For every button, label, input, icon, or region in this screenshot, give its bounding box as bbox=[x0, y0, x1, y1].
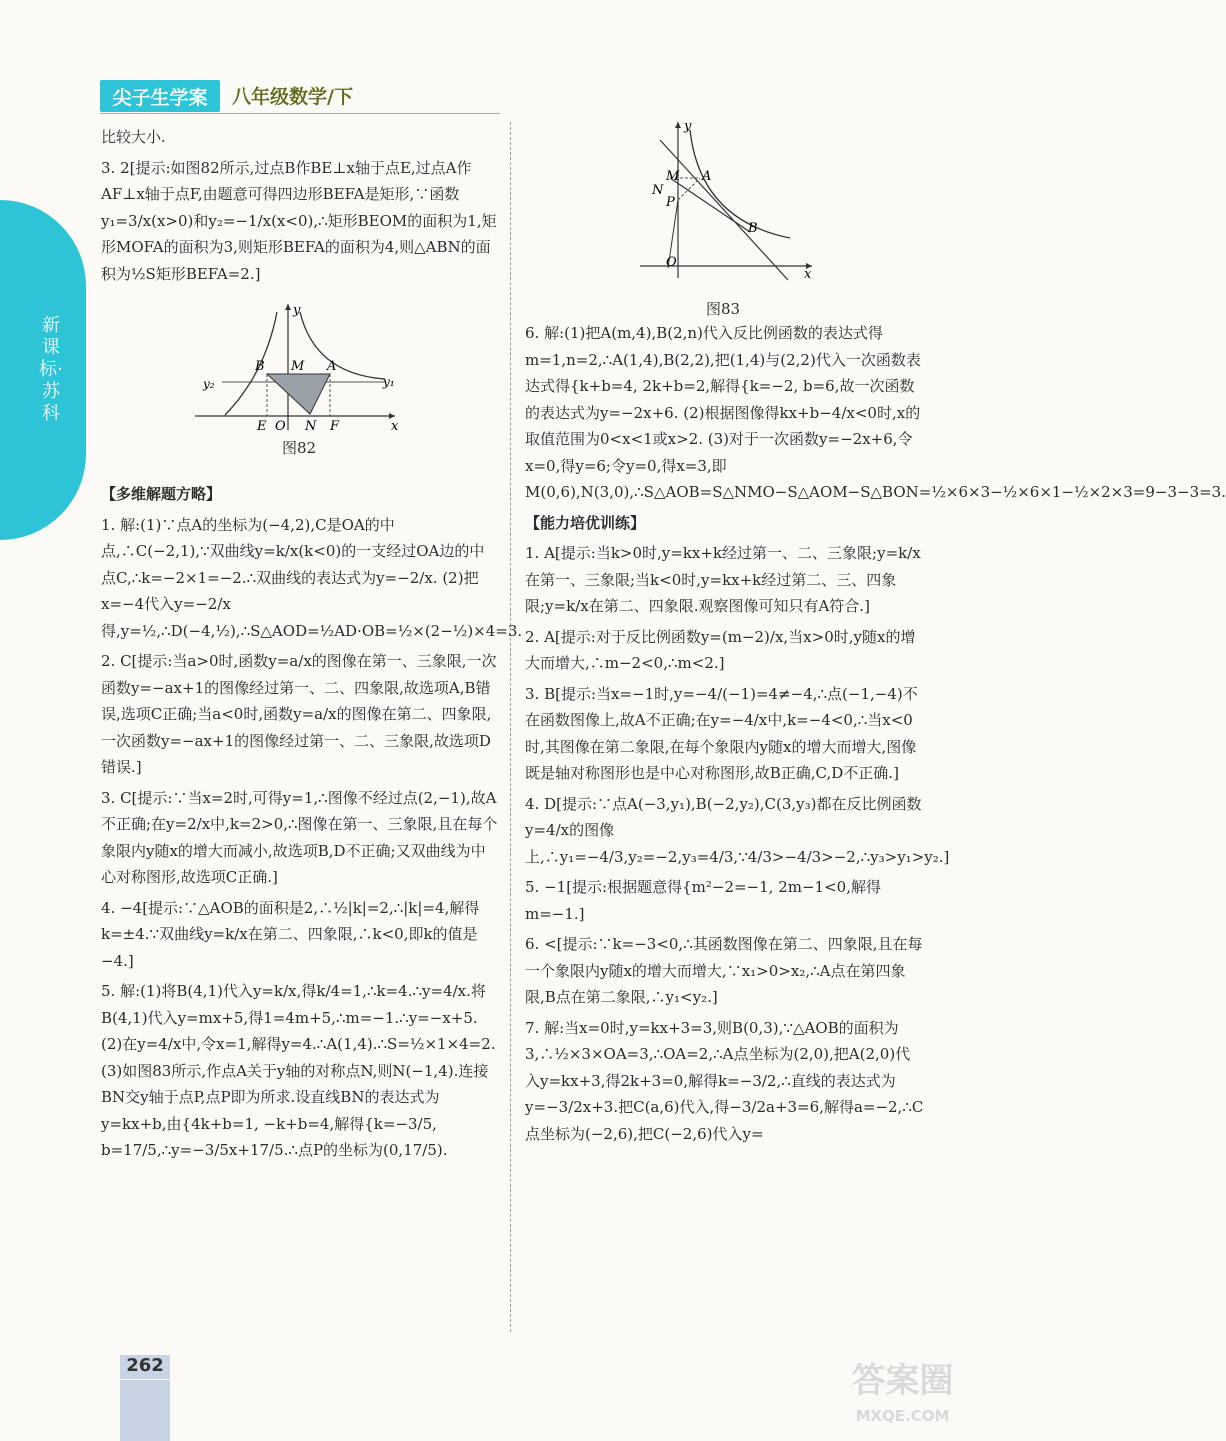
ability-answer-3: 3. B[提示:当x=−1时,y=−4/(−1)=4≠−4,∴点(−1,−4)不在函数图像上,故A不正确;在y=−4/x中,k=−4<0,∴当x<0时,其图像在第二象限,在每个象限内y随x的增大而增大,图像既是轴对称图形也是中心对称图形,故B正确,C,D不正确.] bbox=[525, 684, 918, 782]
fig83-label-x: x bbox=[804, 267, 812, 282]
header-divider bbox=[100, 113, 500, 114]
ability-answer-1: 1. A[提示:当k>0时,y=kx+k经过第一、二、三象限;y=k/x在第一、三象限;当k<0时,y=kx+k经过第二、三、四象限;y=k/x在第二、四象限.观察图像可知只有A符合.] bbox=[525, 544, 921, 615]
multi-answer-2: 2. C[提示:当a>0时,函数y=a/x的图像在第一、三象限,一次函数y=−ax+1的图像经过第一、二、四象限,故选项A,B错误,选项C正确;当a<0时,函数y=a/x的图像在第二、四象限,一次函数y=−ax+1的图像经过第一、二、三象限,故选项D错误.] bbox=[101, 652, 497, 776]
fig83-label-O: O bbox=[666, 255, 677, 270]
fig83-label-B: B bbox=[748, 221, 758, 236]
fig82-label-x: x bbox=[391, 419, 399, 434]
ability-answer-4: 4. D[提示:∵点A(−3,y₁),B(−2,y₂),C(3,y₃)都在反比例函数y=4/x的图像上,∴y₁=−4/3,y₂=−2,y₃=4/3,∵4/3>−4/3>−2,∴y₃>y₁>y₂.] bbox=[525, 794, 950, 866]
multi-answer-3: 3. C[提示:∵当x=2时,可得y=1,∴图像不经过点(2,−1),故A不正确;在y=2/x中,k=2>0,∴图像在第一、三象限,且在每个象限内y随x的增大而减小,故选项B,D不正确;又双曲线为中心对称图形,故选项C正确.] bbox=[101, 788, 498, 886]
ability-answer-2: 2. A[提示:对于反比例函数y=(m−2)/x,当x>0时,y随x的增大而增大,∴m−2<0,∴m<2.] bbox=[525, 627, 916, 672]
fig82-label-N: N bbox=[305, 419, 317, 434]
fig82-label-F: F bbox=[330, 419, 340, 434]
fig82-label-A: A bbox=[327, 359, 337, 374]
fig82-label-B: B bbox=[255, 359, 265, 374]
fig83-label-A: A bbox=[702, 169, 712, 184]
section-multi-heading: 【多维解题方略】 bbox=[101, 485, 222, 503]
fig82-label-y2: y₂ bbox=[203, 377, 215, 391]
page-number: 262 bbox=[120, 1355, 170, 1379]
fig83-label-N: N bbox=[652, 183, 664, 198]
fig83-label-M: M bbox=[666, 169, 680, 184]
figure-83 bbox=[640, 120, 815, 280]
figure-82 bbox=[195, 302, 405, 432]
watermark-url: MXQE.COM bbox=[855, 1407, 950, 1425]
fig82-label-M: M bbox=[291, 359, 305, 374]
page-number-strip bbox=[120, 1380, 170, 1441]
right-column bbox=[525, 320, 1226, 1151]
intro-text: 比较大小. bbox=[101, 128, 166, 146]
fig83-caption: 图83 bbox=[706, 300, 741, 318]
multi-answer-1: 1. 解:(1)∵点A的坐标为(−4,2),C是OA的中点,∴C(−2,1),∵双曲线y=k/x(k<0)的一支经过OA边的中点C,∴k=−2×1=−2.∴双曲线的表达式为y=−2/x. (2)把x=−4代入y=−2/x得,y=½,∴D(−4,½),∴S△AOD=½AD·OB=½×(2−½)×4=3. bbox=[101, 515, 523, 640]
left-column bbox=[101, 124, 523, 1168]
fig82-label-y: y bbox=[293, 303, 301, 318]
answer-3-top: 3. 2[提示:如图82所示,过点B作BE⊥x轴于点E,过点A作AF⊥x轴于点F,由题意可得四边形BEFA是矩形,∵函数y₁=3/x(x>0)和y₂=−1/x(x<0),∴矩形BEOM的面积为1,矩形MOFA的面积为3,则矩形BEFA的面积为4,则△ABN的面积为½S矩形BEFA=2.] bbox=[101, 158, 497, 283]
section-ability-heading: 【能力培优训练】 bbox=[525, 513, 646, 532]
multi-answer-5: 5. 解:(1)将B(4,1)代入y=k/x,得k/4=1,∴k=4.∴y=4/x.将B(4,1)代入y=mx+5,得1=4m+5,∴m=−1.∴y=−x+5. (2)在y=4/x中,令x=1,解得y=4.∴A(1,4).∴S=½×1×4=2. (3)如图83所示,作点A关于y轴的对称点N,则N(−1,4).连接BN交y轴于点P,点P即为所求.设直线BN的表达式为y=kx+b,由{4k+b=1, −k+b=4,解得{k=−3/5, b=17/5,∴y=−3/5x+17/5.∴点P的坐标为(0,17/5). bbox=[101, 982, 501, 1159]
book-subtitle: 八年级数学/下 bbox=[232, 86, 353, 108]
fig83-label-y: y bbox=[684, 119, 692, 134]
watermark bbox=[810, 1360, 995, 1435]
fig82-label-y1: y₁ bbox=[383, 375, 395, 389]
column-divider bbox=[510, 122, 511, 1332]
side-tab-text: 新课标·苏科 bbox=[39, 315, 63, 424]
ability-answer-7: 7. 解:当x=0时,y=kx+3=3,则B(0,3),∵△AOB的面积为3,∴½×3×OA=3,∴OA=2,∴A点坐标为(2,0),把A(2,0)代入y=kx+3,得2k+3=0,解得k=−3/2,∴直线的表达式为y=−3/2x+3.把C(a,6)代入,得−3/2a+3=6,解得a=−2,∴C点坐标为(−2,6),把C(−2,6)代入y= bbox=[525, 1018, 924, 1143]
fig82-caption: 图82 bbox=[282, 439, 317, 457]
ability-answer-6: 6. <[提示:∵k=−3<0,∴其函数图像在第二、四象限,且在每一个象限内y随x的增大而增大,∵x₁>0>x₂,∴A点在第四象限,B点在第二象限,∴y₁<y₂.] bbox=[525, 935, 923, 1006]
book-title-badge: 尖子生学案 bbox=[100, 80, 220, 112]
fig82-label-O: O bbox=[275, 419, 286, 434]
fig82-label-E: E bbox=[257, 419, 267, 434]
ability-answer-5: 5. −1[提示:根据题意得{m²−2=−1, 2m−1<0,解得m=−1.] bbox=[525, 878, 881, 923]
fig83-label-P: P bbox=[666, 195, 675, 210]
multi-answer-4: 4. −4[提示:∵△AOB的面积是2,∴½|k|=2,∴|k|=4,解得k=±4.∵双曲线y=k/x在第二、四象限,∴k<0,即k的值是−4.] bbox=[101, 898, 480, 970]
answer-6: 6. 解:(1)把A(m,4),B(2,n)代入反比例函数的表达式得m=1,n=2,∴A(1,4),B(2,2),把(1,4)与(2,2)代入一次函数表达式得{k+b=4, 2k+b=2,解得{k=−2, b=6,故一次函数的表达式为y=−2x+6. (2)根据图像得kx+b−4/x<0时,x的取值范围为0<x<1或x>2. (3)对于一次函数y=−2x+6,令x=0,得y=6;令y=0,得x=3,即M(0,6),N(3,0),∴S△AOB=S△NMO−S△AOM−S△BON=½×6×3−½×6×1−½×2×3=9−3−3=3. bbox=[525, 324, 1226, 501]
watermark-main: 答案圈 bbox=[851, 1361, 954, 1401]
